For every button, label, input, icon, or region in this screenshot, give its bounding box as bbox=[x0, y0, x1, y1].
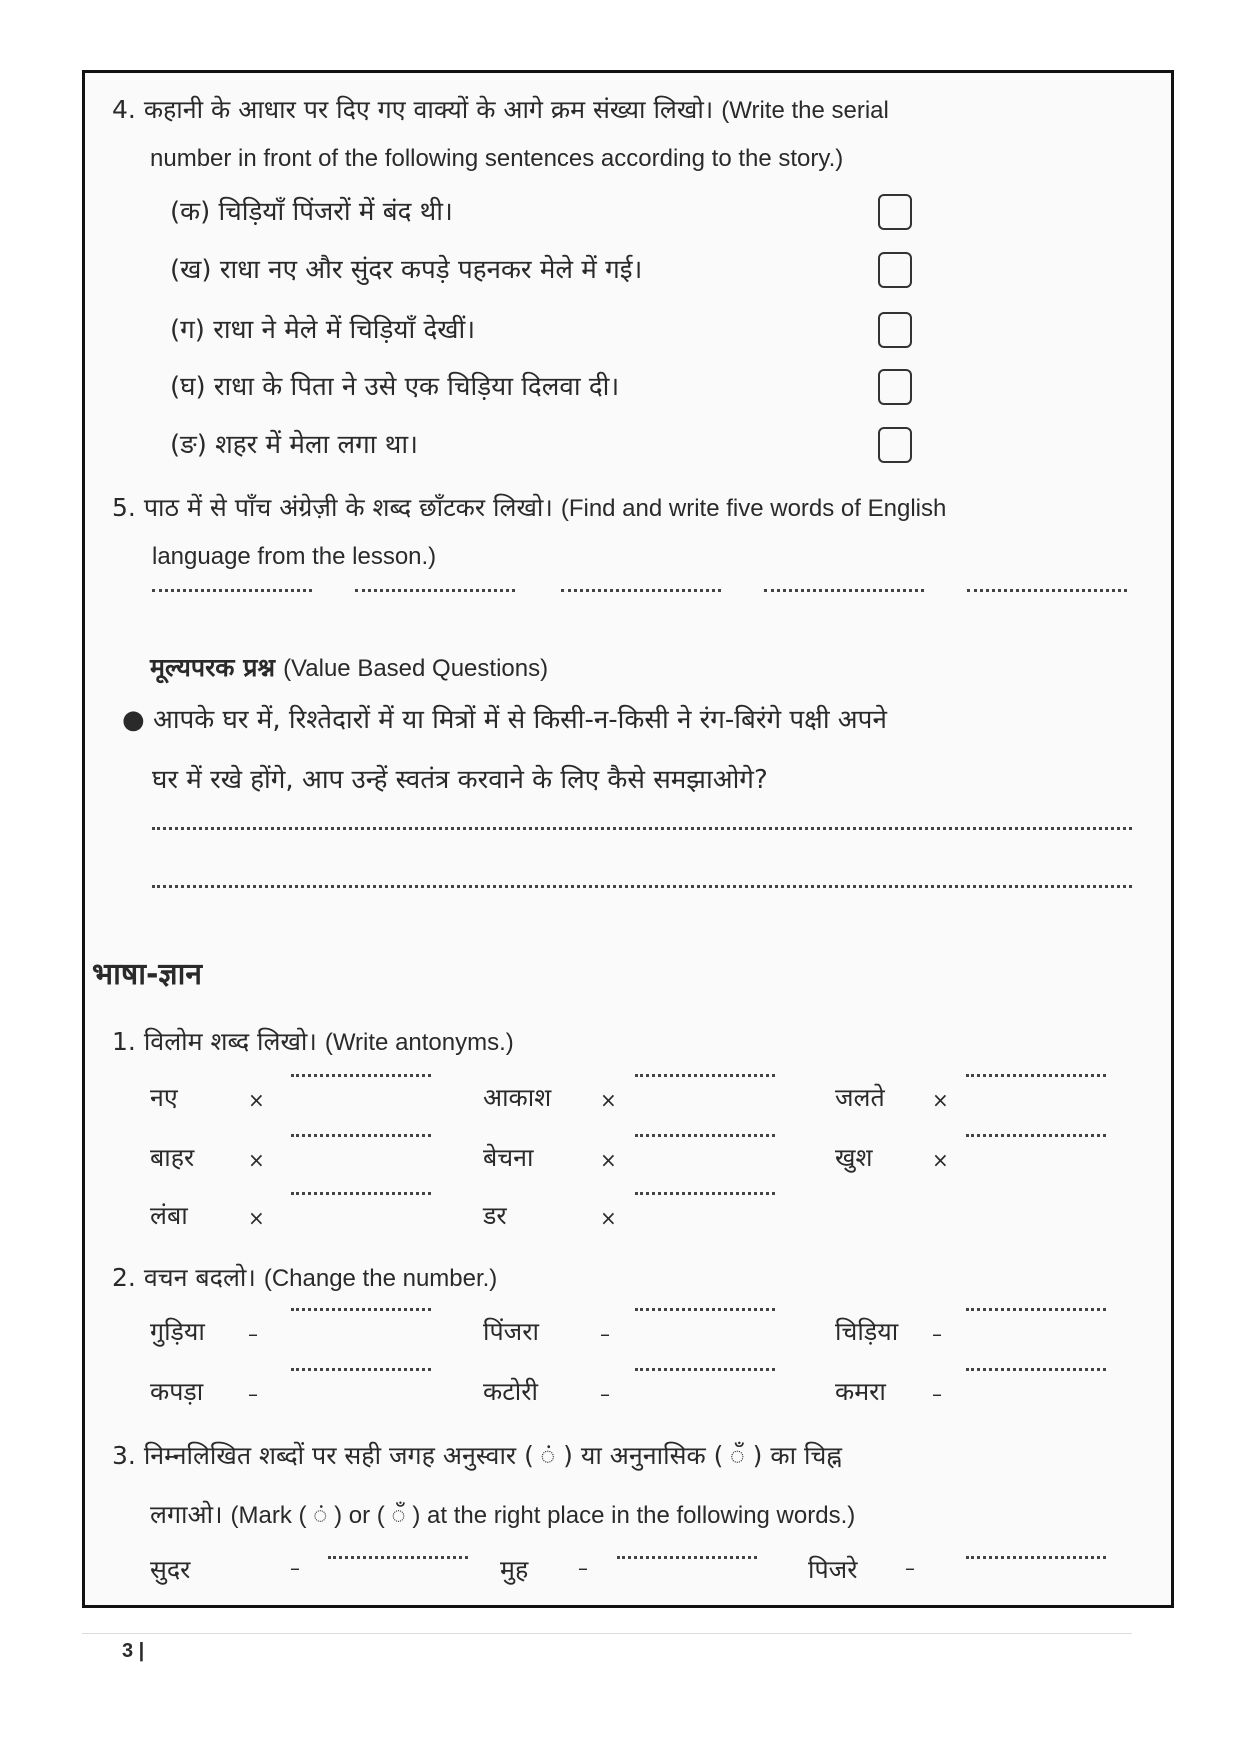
answer-blank[interactable] bbox=[635, 1074, 775, 1077]
item-text: राधा के पिता ने उसे एक चिड़िया दिलवा दी। bbox=[213, 372, 620, 402]
value-heading-english: (Value Based Questions) bbox=[283, 655, 549, 682]
value-heading bbox=[150, 650, 548, 684]
s2-number: 2. bbox=[112, 1263, 136, 1292]
s2-hindi: वचन बदलो। bbox=[143, 1263, 256, 1292]
content-border bbox=[82, 70, 1174, 1608]
separator: × bbox=[600, 1206, 617, 1230]
serial-number-box[interactable] bbox=[878, 369, 912, 405]
answer-blank[interactable] bbox=[291, 1192, 431, 1195]
separator: × bbox=[248, 1206, 265, 1230]
q5-hindi: पाठ में से पाँच अंग्रेज़ी के शब्द छाँटकर लिखो। bbox=[143, 493, 553, 522]
answer-blank[interactable] bbox=[635, 1368, 775, 1371]
word: जलते bbox=[835, 1083, 885, 1112]
answer-line[interactable] bbox=[152, 827, 1132, 830]
section-title: भाषा-ज्ञान bbox=[92, 957, 203, 992]
word: कपड़ा bbox=[150, 1377, 204, 1406]
word: सुदर bbox=[150, 1555, 191, 1584]
serial-number-box[interactable] bbox=[878, 194, 912, 230]
separator: × bbox=[248, 1148, 265, 1172]
answer-blank[interactable] bbox=[291, 1308, 431, 1311]
sequence-item bbox=[170, 310, 475, 346]
word: नए bbox=[150, 1083, 178, 1112]
q4-heading bbox=[112, 92, 889, 126]
value-question-line2: घर में रखे होंगे, आप उन्हें स्वतंत्र करवाने के लिए कैसे समझाओगे? bbox=[152, 765, 768, 795]
separator: – bbox=[290, 1556, 300, 1580]
answer-blank[interactable] bbox=[561, 589, 721, 592]
q4-english: (Write the serial bbox=[721, 97, 889, 124]
item-label: (ख) bbox=[170, 255, 212, 285]
separator: – bbox=[600, 1322, 610, 1346]
separator: – bbox=[932, 1322, 942, 1346]
word: आकाश bbox=[483, 1083, 552, 1112]
word: डर bbox=[483, 1201, 507, 1230]
word: गुड़िया bbox=[150, 1317, 205, 1346]
answer-blank[interactable] bbox=[291, 1074, 431, 1077]
item-text: शहर में मेला लगा था। bbox=[215, 430, 418, 460]
answer-blank[interactable] bbox=[291, 1134, 431, 1137]
item-text: राधा ने मेले में चिड़ियाँ देखीं। bbox=[213, 315, 476, 345]
s3-english: (Mark ( ं ) or ( ँ ) at the right place in the following words.) bbox=[230, 1502, 856, 1529]
footer-divider bbox=[82, 1633, 1132, 1634]
separator: × bbox=[600, 1088, 617, 1112]
word: कटोरी bbox=[483, 1377, 538, 1406]
value-question-line1 bbox=[122, 700, 887, 736]
word: चिड़िया bbox=[835, 1317, 899, 1346]
answer-blank[interactable] bbox=[635, 1192, 775, 1195]
word: पिजरे bbox=[808, 1555, 858, 1584]
word: मुह bbox=[500, 1555, 529, 1584]
s3-heading bbox=[112, 1438, 842, 1472]
word: लंबा bbox=[150, 1201, 188, 1230]
sequence-item bbox=[170, 192, 453, 228]
separator: – bbox=[600, 1382, 610, 1406]
serial-number-box[interactable] bbox=[878, 427, 912, 463]
answer-blank[interactable] bbox=[966, 1556, 1106, 1559]
answer-blank[interactable] bbox=[966, 1134, 1106, 1137]
serial-number-box[interactable] bbox=[878, 312, 912, 348]
s1-heading bbox=[112, 1024, 514, 1058]
s1-number: 1. bbox=[112, 1027, 136, 1056]
word: पिंजरा bbox=[483, 1317, 539, 1346]
s3-number: 3. bbox=[112, 1441, 136, 1470]
separator: × bbox=[248, 1088, 265, 1112]
separator: – bbox=[905, 1556, 915, 1580]
s3-line2 bbox=[150, 1497, 855, 1531]
answer-blank[interactable] bbox=[764, 589, 924, 592]
answer-blank[interactable] bbox=[966, 1074, 1106, 1077]
s2-english: (Change the number.) bbox=[263, 1265, 498, 1292]
s2-heading bbox=[112, 1260, 497, 1294]
answer-blank[interactable] bbox=[635, 1134, 775, 1137]
q5-english-cont: language from the lesson.) bbox=[152, 543, 437, 570]
q5-english: (Find and write five words of English bbox=[560, 495, 947, 522]
separator: – bbox=[932, 1382, 942, 1406]
q5-number: 5. bbox=[112, 493, 136, 522]
bullet-icon: ● bbox=[122, 705, 145, 735]
answer-blank[interactable] bbox=[967, 589, 1127, 592]
item-label: (ङ) bbox=[170, 430, 207, 460]
q4-number: 4. bbox=[112, 95, 136, 124]
s3-hindi-cont: लगाओ। bbox=[150, 1500, 223, 1529]
sequence-item bbox=[170, 425, 418, 461]
separator: × bbox=[600, 1148, 617, 1172]
q5-heading bbox=[112, 490, 946, 524]
value-heading-hindi: मूल्यपरक प्रश्न bbox=[150, 653, 276, 682]
word: बाहर bbox=[150, 1143, 195, 1172]
answer-blank[interactable] bbox=[966, 1308, 1106, 1311]
s3-hindi: निम्नलिखित शब्दों पर सही जगह अनुस्वार ( ं ) या अनुनासिक ( ँ ) का चिह्न bbox=[143, 1441, 842, 1470]
separator: × bbox=[932, 1148, 949, 1172]
item-text: राधा नए और सुंदर कपड़े पहनकर मेले में गई। bbox=[219, 255, 643, 285]
answer-blank[interactable] bbox=[635, 1308, 775, 1311]
answer-line[interactable] bbox=[152, 885, 1132, 888]
separator: × bbox=[932, 1088, 949, 1112]
separator: – bbox=[578, 1556, 588, 1580]
separator: – bbox=[248, 1322, 258, 1346]
value-text-1: आपके घर में, रिश्तेदारों में या मित्रों में से किसी-न-किसी ने रंग-बिरंगे पक्षी अपने bbox=[152, 705, 887, 735]
answer-blank[interactable] bbox=[966, 1368, 1106, 1371]
separator: – bbox=[248, 1382, 258, 1406]
answer-blank[interactable] bbox=[291, 1368, 431, 1371]
q4-hindi: कहानी के आधार पर दिए गए वाक्यों के आगे क्रम संख्या लिखो। bbox=[143, 95, 714, 124]
answer-blank[interactable] bbox=[355, 589, 515, 592]
item-label: (क) bbox=[170, 197, 211, 227]
s1-hindi: विलोम शब्द लिखो। bbox=[143, 1027, 317, 1056]
answer-blank[interactable] bbox=[152, 589, 312, 592]
item-text: चिड़ियाँ पिंजरों में बंद थी। bbox=[218, 197, 453, 227]
page-number: 3 | bbox=[122, 1640, 145, 1662]
answer-blank[interactable] bbox=[617, 1556, 757, 1559]
item-label: (घ) bbox=[170, 372, 206, 402]
word: बेचना bbox=[483, 1143, 534, 1172]
serial-number-box[interactable] bbox=[878, 252, 912, 288]
answer-blank[interactable] bbox=[328, 1556, 468, 1559]
s1-english: (Write antonyms.) bbox=[324, 1029, 514, 1056]
word: कमरा bbox=[835, 1377, 886, 1406]
item-label: (ग) bbox=[170, 315, 205, 345]
q4-english-cont: number in front of the following sentences according to the story.) bbox=[150, 145, 844, 172]
sequence-item bbox=[170, 250, 642, 286]
sequence-item bbox=[170, 367, 619, 403]
word: खुश bbox=[835, 1143, 873, 1172]
